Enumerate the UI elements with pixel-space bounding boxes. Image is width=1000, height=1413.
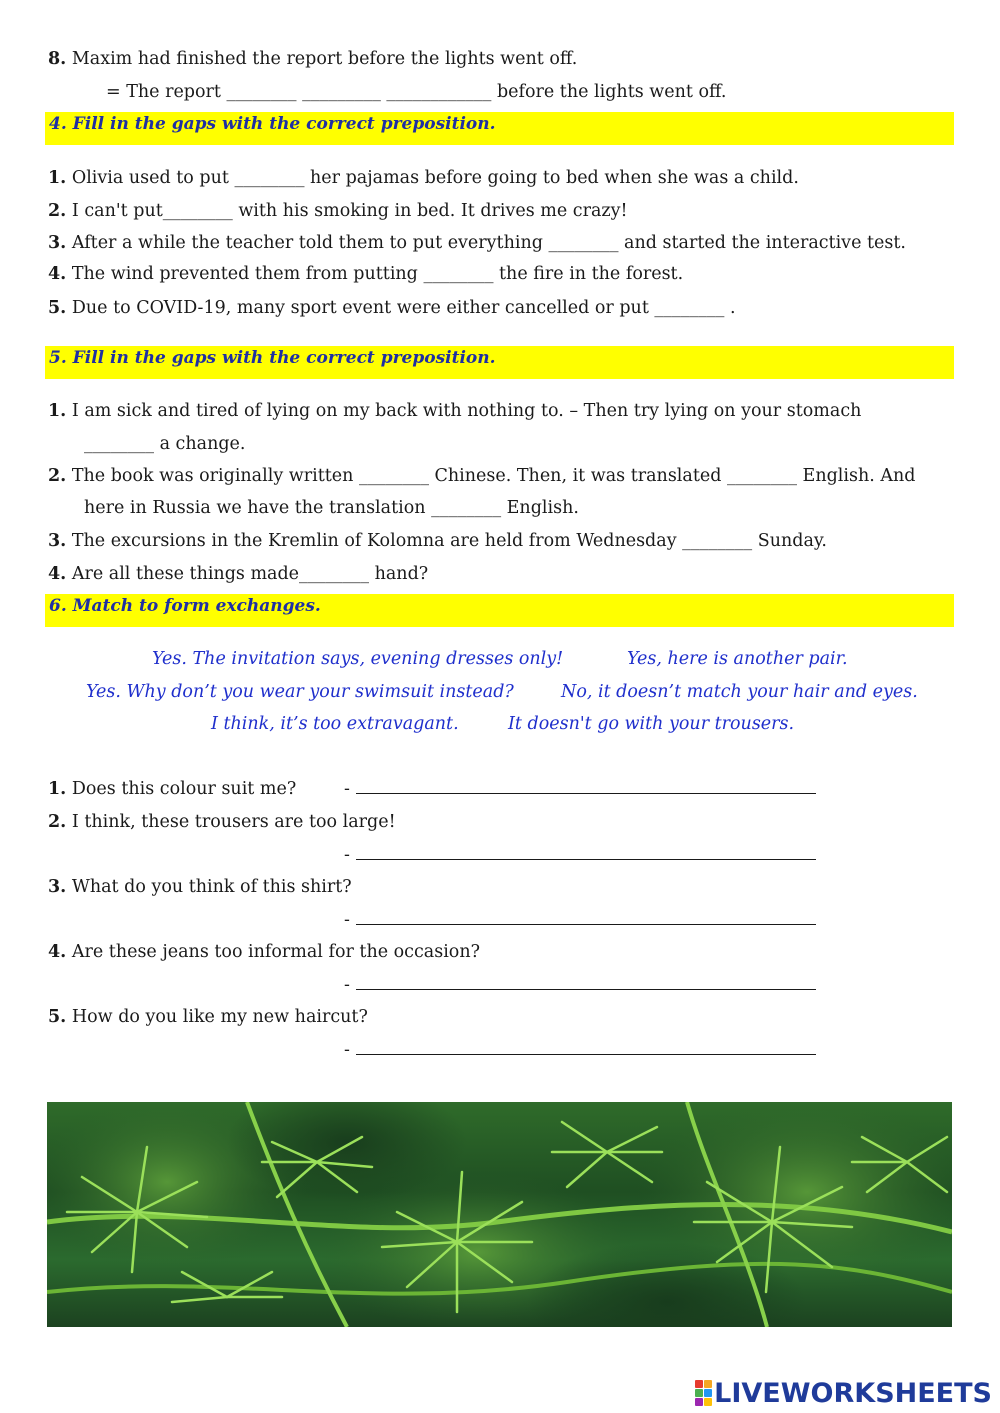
item-continuation: here in Russia we have the translation ________ English. [84, 498, 579, 518]
exercise-item [48, 262, 683, 286]
item-number: 1. [48, 168, 67, 188]
exercise-item [48, 166, 799, 190]
item-text: I think, these trousers are too large! [71, 812, 396, 832]
answer-dash: - [344, 779, 350, 799]
answer-option: I think, it’s too extravagant. [211, 714, 459, 734]
section-header-bar [45, 112, 954, 145]
section-title: 6. Match to form exchanges. [49, 596, 321, 616]
item-text: Maxim had finished the report before the lights went off. [71, 49, 578, 69]
item-text: Due to COVID-19, many sport event were either cancelled or put ________ . [71, 298, 736, 318]
item-text: Are these jeans too informal for the occasion? [71, 942, 480, 962]
item-text: I can't put________ with his smoking in bed. It drives me crazy! [71, 201, 628, 221]
exercise-item [48, 529, 827, 553]
exercise-item [48, 399, 861, 423]
section-header-bar [45, 594, 954, 627]
answer-dash: - [344, 1040, 350, 1060]
item-continuation: ________ a change. [84, 434, 246, 454]
item-number: 4. [48, 264, 67, 284]
exercise-item [48, 464, 915, 488]
answer-dash: - [344, 845, 350, 865]
item-text: I am sick and tired of lying on my back with nothing to. – Then try lying on your stomach [71, 401, 862, 421]
exercise-item [48, 875, 352, 899]
exercise-item [48, 777, 296, 801]
answer-option: No, it doesn’t match your hair and eyes. [561, 682, 918, 702]
exercise-item [48, 562, 428, 586]
item-number: 5. [48, 298, 67, 318]
item-number: 1. [48, 401, 67, 421]
answer-blank[interactable] [356, 1038, 816, 1055]
item-text: How do you like my new haircut? [71, 1007, 368, 1027]
item-number: 4. [48, 942, 67, 962]
rewrite-line: = The report ________ _________ ____________ before the lights went off. [106, 82, 727, 102]
decorative-plant-photo [47, 1102, 952, 1327]
section-header-bar [45, 346, 954, 379]
item-number: 2. [48, 466, 67, 486]
answer-option: Yes, here is another pair. [627, 649, 848, 669]
answer-field[interactable] [344, 843, 816, 867]
answer-blank[interactable] [356, 777, 816, 794]
exercise-item [48, 940, 480, 964]
section-title: 5. Fill in the gaps with the correct preposition. [49, 348, 496, 368]
item-text: Does this colour suit me? [71, 779, 297, 799]
answer-blank[interactable] [356, 908, 816, 925]
item-text: The excursions in the Kremlin of Kolomna are held from Wednesday ________ Sunday. [71, 531, 827, 551]
exercise-item [48, 231, 906, 255]
exercise-item [48, 1005, 368, 1029]
item-number: 4. [48, 564, 67, 584]
answer-option: Yes. Why don’t you wear your swimsuit instead? [86, 682, 514, 702]
plant-illustration [47, 1102, 952, 1327]
answer-field[interactable] [344, 973, 816, 997]
answer-blank[interactable] [356, 843, 816, 860]
item-number: 5. [48, 1007, 67, 1027]
logo-text: LIVEWORKSHEETS [714, 1377, 992, 1409]
answer-field[interactable] [344, 908, 816, 932]
item-text: After a while the teacher told them to put everything ________ and started the interactive test. [71, 233, 906, 253]
answer-dash: - [344, 910, 350, 930]
exercise-item [48, 199, 628, 223]
section-title: 4. Fill in the gaps with the correct preposition. [49, 114, 496, 134]
item-number: 8. [48, 49, 67, 69]
answer-field[interactable] [344, 777, 816, 801]
item-text: The wind prevented them from putting ________ the fire in the forest. [71, 264, 684, 284]
exercise-item [48, 47, 577, 71]
item-number: 3. [48, 877, 67, 897]
item-number: 2. [48, 201, 67, 221]
answer-option: Yes. The invitation says, evening dresses only! [152, 649, 564, 669]
exercise-item [48, 810, 396, 834]
answer-blank[interactable] [356, 973, 816, 990]
liveworksheets-logo[interactable] [695, 1376, 992, 1410]
item-text: Olivia used to put ________ her pajamas before going to bed when she was a child. [71, 168, 799, 188]
liveworksheets-logo-icon [695, 1380, 712, 1406]
item-number: 2. [48, 812, 67, 832]
answer-field[interactable] [344, 1038, 816, 1062]
answer-option: It doesn't go with your trousers. [508, 714, 795, 734]
item-text: Are all these things made________ hand? [71, 564, 429, 584]
item-number: 1. [48, 779, 67, 799]
exercise-item [48, 296, 736, 320]
item-text: The book was originally written ________ Chinese. Then, it was translated ________ English. And [71, 466, 916, 486]
item-number: 3. [48, 233, 67, 253]
answer-dash: - [344, 975, 350, 995]
item-text: What do you think of this shirt? [71, 877, 352, 897]
item-number: 3. [48, 531, 67, 551]
